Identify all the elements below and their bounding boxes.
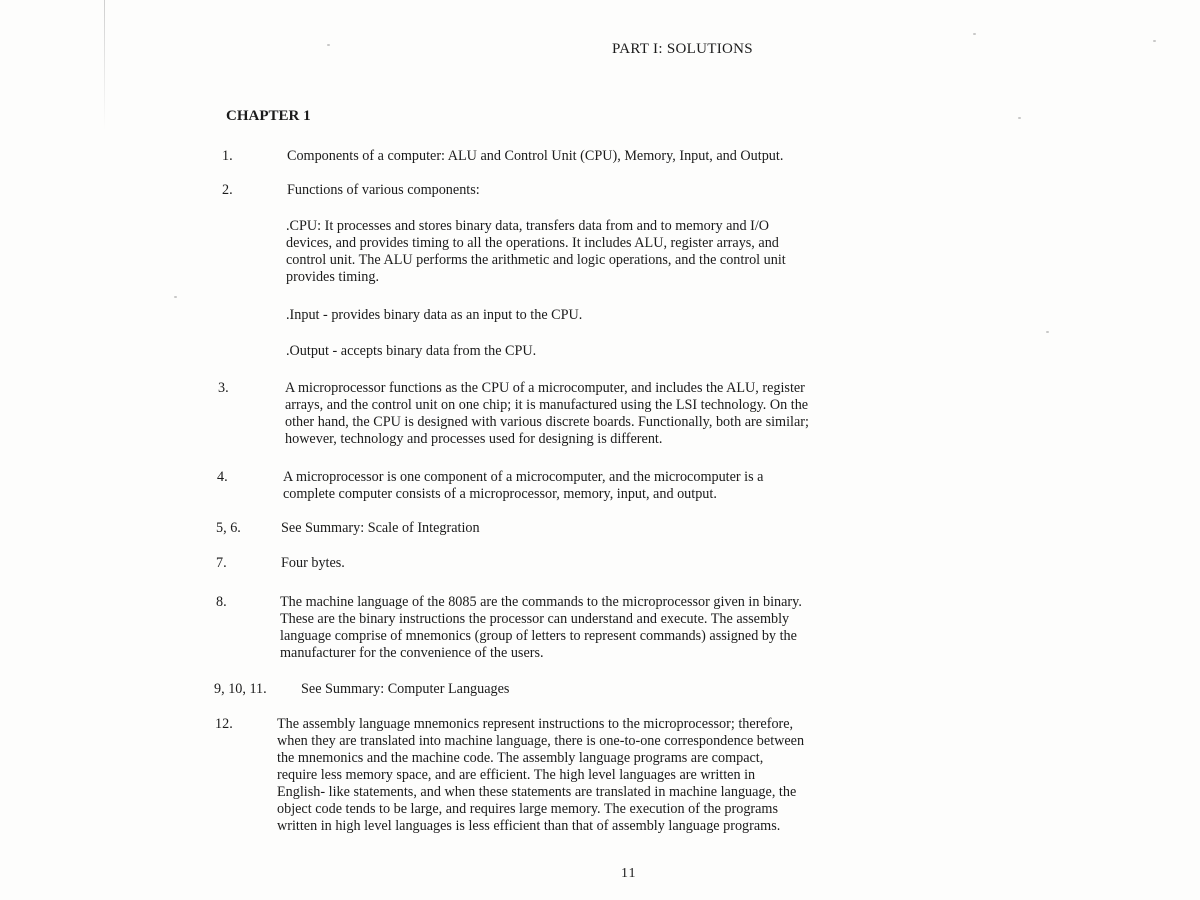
item-line: Functions of various components: (287, 182, 480, 198)
cpu-function-paragraph (286, 218, 786, 286)
item-text (287, 148, 1055, 165)
item-line: require less memory space, and are efficient. The high level languages are written in (277, 767, 756, 783)
item-number: 8. (216, 594, 227, 610)
item-number: 1. (222, 148, 233, 164)
paragraph-line: provides timing. (286, 269, 380, 285)
item-line: however, technology and processes used for designing is different. (285, 431, 663, 447)
page-number: 11 (621, 866, 637, 881)
item-text (277, 716, 1067, 835)
output-function-paragraph (286, 343, 536, 360)
item-line: language comprise of mnemonics (group of letters to represent commands) assigned by the (280, 628, 797, 644)
item-line: See Summary: Computer Languages (301, 681, 510, 697)
item-line: English- like statements, and when these statements are translated in machine language, the (277, 784, 797, 800)
item-number: 4. (217, 469, 228, 485)
item-number: 2. (222, 182, 233, 198)
item-line: The machine language of the 8085 are the commands to the microprocessor given in binary. (280, 594, 802, 610)
item-number: 5, 6. (216, 520, 241, 536)
paragraph-line: devices, and provides timing to all the operations. It includes ALU, register arrays, and (286, 235, 779, 251)
paragraph-line: .CPU: It processes and stores binary data, transfers data from and to memory and I/O (286, 218, 770, 234)
item-text (283, 469, 1073, 503)
item-line: arrays, and the control unit on one chip; it is manufactured using the LSI technology. On the (285, 397, 809, 413)
item-number: 12. (215, 716, 233, 732)
scan-speck (973, 33, 976, 35)
paragraph-line: .Output - accepts binary data from the CPU. (286, 343, 537, 359)
item-line: when they are translated into machine language, there is one-to-one correspondence between (277, 733, 805, 749)
item-line: A microprocessor functions as the CPU of a microcomputer, and includes the ALU, register (285, 380, 805, 396)
item-line: The assembly language mnemonics represent instructions to the microprocessor; therefore, (277, 716, 794, 732)
item-text (280, 594, 1070, 662)
chapter-title: CHAPTER 1 (226, 108, 311, 124)
item-line: Four bytes. (281, 555, 345, 571)
scan-speck (1046, 331, 1049, 333)
item-line: Components of a computer: ALU and Control Unit (CPU), Memory, Input, and Output. (287, 148, 784, 164)
scan-speck (1018, 117, 1021, 119)
part-title: PART I: SOLUTIONS (612, 41, 753, 57)
item-line: object code tends to be large, and requires large memory. The execution of the programs (277, 801, 778, 817)
item-line: A microprocessor is one component of a microcomputer, and the microcomputer is a (283, 469, 764, 485)
paragraph-line: .Input - provides binary data as an input to the CPU. (286, 307, 583, 323)
item-line: other hand, the CPU is designed with various discrete boards. Functionally, both are similar; (285, 414, 809, 430)
item-line: See Summary: Scale of Integration (281, 520, 480, 536)
scan-speck (1153, 40, 1156, 42)
item-line: the mnemonics and the machine code. The assembly language programs are compact, (277, 750, 764, 766)
item-text (287, 182, 887, 199)
paragraph-line: control unit. The ALU performs the arithmetic and logic operations, and the control unit (286, 252, 786, 268)
scan-speck (327, 44, 330, 46)
item-number: 3. (218, 380, 229, 396)
item-text (301, 681, 801, 698)
input-function-paragraph (286, 307, 582, 324)
scan-speck (174, 296, 177, 298)
item-line: written in high level languages is less efficient than that of assembly language programs. (277, 818, 781, 834)
item-number: 7. (216, 555, 227, 571)
item-text (285, 380, 1075, 448)
item-text (281, 520, 881, 537)
item-line: complete computer consists of a microprocessor, memory, input, and output. (283, 486, 717, 502)
item-number: 9, 10, 11. (214, 681, 267, 697)
item-text (281, 555, 881, 572)
scan-margin-line (104, 0, 105, 130)
item-line: manufacturer for the convenience of the users. (280, 645, 544, 661)
item-line: These are the binary instructions the processor can understand and execute. The assembly (280, 611, 790, 627)
